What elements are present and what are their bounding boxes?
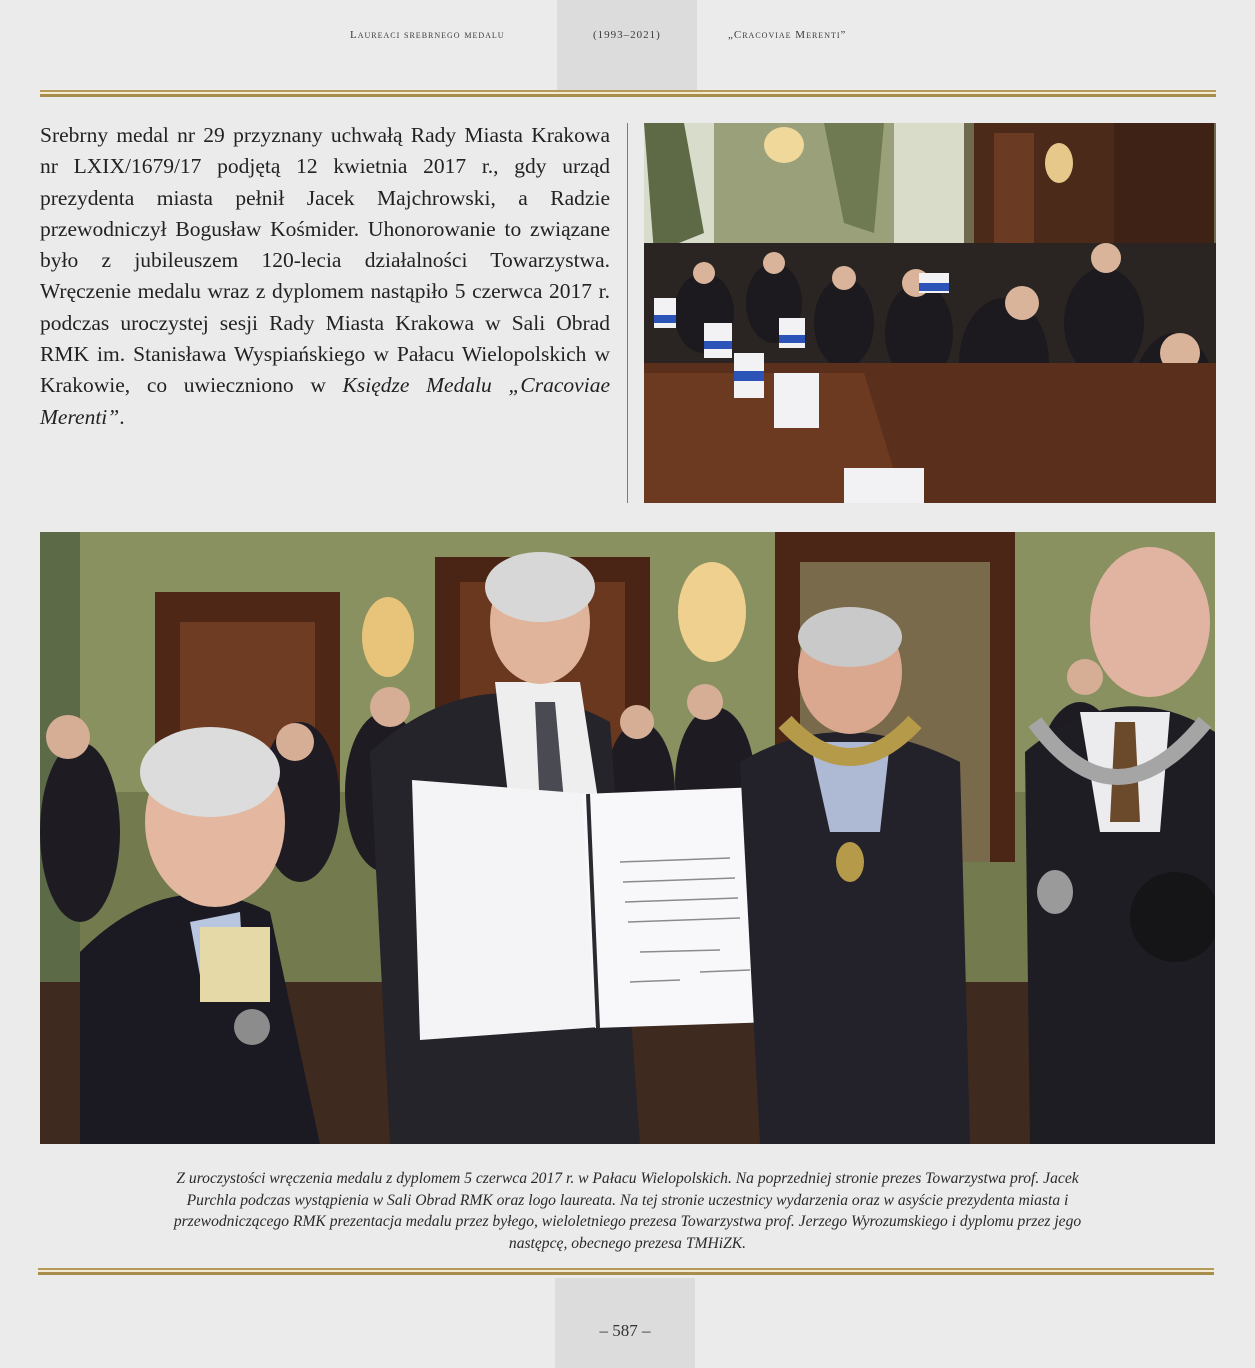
top-gold-rule <box>40 90 1216 97</box>
body-paragraph <box>40 120 610 433</box>
body-text-main: Srebrny medal nr 29 przyznany uchwałą Rady Miasta Krakowa nr LXIX/1679/17 podjętą 12 kwietnia 2017 r., gdy urząd prezydenta miasta pełnił Jacek Majchrowski, a Radzie przewodniczył Bogusław Kośmider. Uhonorowanie to związane było z jubileuszem 120-lecia działalności Towarzystwa. Wręczenie medalu wraz z dyplomem nastąpiło 5 czerwca 2017 r. podczas uroczystej sesji Rady Miasta Krakowa w Sali Obrad RMK im. Stanisława Wyspiańskiego w Pałacu Wielopolskich w Krakowie, co uwieczniono w <box>40 123 610 398</box>
bottom-gold-rule <box>38 1268 1214 1275</box>
running-header-left: Laureaci srebrnego medalu <box>350 29 505 41</box>
medal-presentation-photo <box>40 532 1215 1144</box>
audience-photo <box>644 123 1216 503</box>
body-text-end: . <box>119 404 125 429</box>
running-header-right: „Cracoviae Merenti” <box>728 29 847 41</box>
running-header-center: (1993–2021) <box>593 29 661 41</box>
header-gray-band <box>557 0 697 90</box>
column-divider <box>627 123 628 503</box>
photo-caption: Z uroczystości wręczenia medalu z dyplomem 5 czerwca 2017 r. w Pałacu Wielopolskich. Na poprzedniej stronie prezes Towarzystwa prof. Jacek Purchla podczas wystąpienia w Sali Obrad RMK oraz logo laureata. Na tej stronie uczestnicy wydarzenia oraz w asyście prezydenta miasta i przewodniczącego RMK prezentacja medalu przez byłego, wieloletniego prezesa Towarzystwa prof. Jerzego Wyrozumskiego i dyplomu przez jego następcę, obecnego prezesa TMHiZK. <box>173 1170 1082 1252</box>
body-text-italic: Księdze Medalu „Cracoviae Merenti” <box>40 373 610 429</box>
page-number: – 587 – <box>599 1321 651 1340</box>
